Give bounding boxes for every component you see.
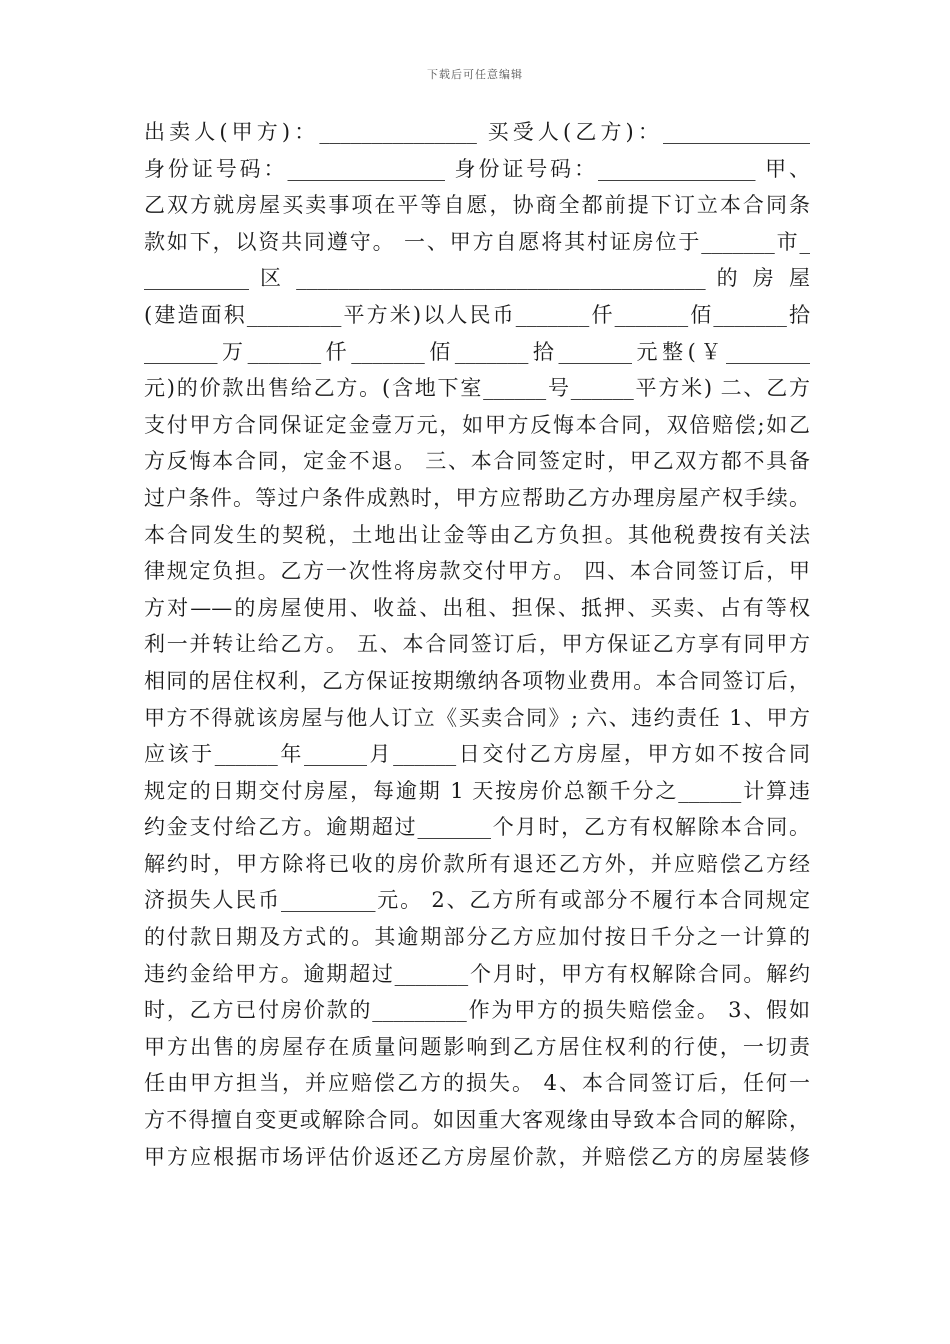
contract-line: 应该于______年______月______日交付乙方房屋，甲方如不按合同 — [144, 742, 810, 767]
contract-line: 支付甲方合同保证定金壹万元，如甲方反悔本合同，双倍赔偿;如乙 — [144, 412, 810, 437]
contract-line: _______万_______仟_______佰_______拾_______元整(￥________ — [144, 339, 810, 364]
contract-line: __________ 区 _______________________________________ 的 房 屋 — [144, 266, 810, 291]
contract-line: 济损失人民币_________元。 2、乙方所有或部分不履行本合同规定 — [144, 888, 810, 913]
contract-line: 出卖人(甲方)：_______________ 买受人(乙方)：______________ — [144, 120, 810, 144]
contract-line: 本合同发生的契税，土地出让金等由乙方负担。其他税费按有关法 — [144, 522, 810, 547]
contract-line: 身份证号码：_______________ 身份证号码：_______________ 甲、 — [144, 156, 810, 181]
contract-line: 违约金给甲方。逾期超过_______个月时，甲方有权解除合同。解约 — [144, 961, 810, 986]
contract-line: 甲方应根据市场评估价返还乙方房屋价款，并赔偿乙方的房屋装修 — [144, 1144, 810, 1169]
contract-line: 相同的居住权利，乙方保证按期缴纳各项物业费用。本合同签订后， — [144, 668, 810, 693]
contract-line: 乙双方就房屋买卖事项在平等自愿，协商全都前提下订立本合同条 — [144, 193, 810, 218]
contract-body — [144, 114, 810, 1175]
contract-line: 方反悔本合同，定金不退。 三、本合同签定时，甲乙双方都不具备 — [144, 449, 810, 474]
contract-line: 元)的价款出售给乙方。(含地下室______号______平方米) 二、乙方 — [144, 376, 810, 401]
contract-line: 款如下，以资共同遵守。 一、甲方自愿将其村证房位于_______市_ — [144, 229, 810, 254]
contract-line: 甲方出售的房屋存在质量问题影响到乙方居住权利的行使，一切责 — [144, 1034, 810, 1059]
contract-line: 方对——的房屋使用、收益、出租、担保、抵押、买卖、占有等权 — [144, 595, 810, 620]
page-header-note: 下载后可任意编辑 — [427, 68, 523, 81]
contract-line: 过户条件。等过户条件成熟时，甲方应帮助乙方办理房屋产权手续。 — [144, 485, 810, 510]
contract-line: 时，乙方已付房价款的_________作为甲方的损失赔偿金。 3、假如 — [144, 998, 810, 1023]
contract-line: 甲方不得就该房屋与他人订立《买卖合同》; 六、违约责任 1、甲方 — [144, 705, 810, 730]
contract-line: (建造面积_________平方米)以人民币_______仟_______佰_______拾 — [144, 302, 810, 327]
contract-line: 律规定负担。乙方一次性将房款交付甲方。 四、本合同签订后，甲 — [144, 559, 810, 584]
contract-line: 约金支付给乙方。逾期超过_______个月时，乙方有权解除本合同。 — [144, 815, 810, 840]
contract-line: 利一并转让给乙方。 五、本合同签订后，甲方保证乙方享有同甲方 — [144, 632, 810, 657]
contract-line: 规定的日期交付房屋，每逾期 1 天按房价总额千分之______计算违 — [144, 778, 810, 803]
contract-line: 的付款日期及方式的。其逾期部分乙方应加付按日千分之一计算的 — [144, 925, 810, 950]
contract-line: 任由甲方担当，并应赔偿乙方的损失。 4、本合同签订后，任何一 — [144, 1071, 810, 1096]
contract-line: 方不得擅自变更或解除合同。如因重大客观缘由导致本合同的解除， — [144, 1108, 810, 1133]
contract-line: 解约时，甲方除将已收的房价款所有退还乙方外，并应赔偿乙方经 — [144, 851, 810, 876]
